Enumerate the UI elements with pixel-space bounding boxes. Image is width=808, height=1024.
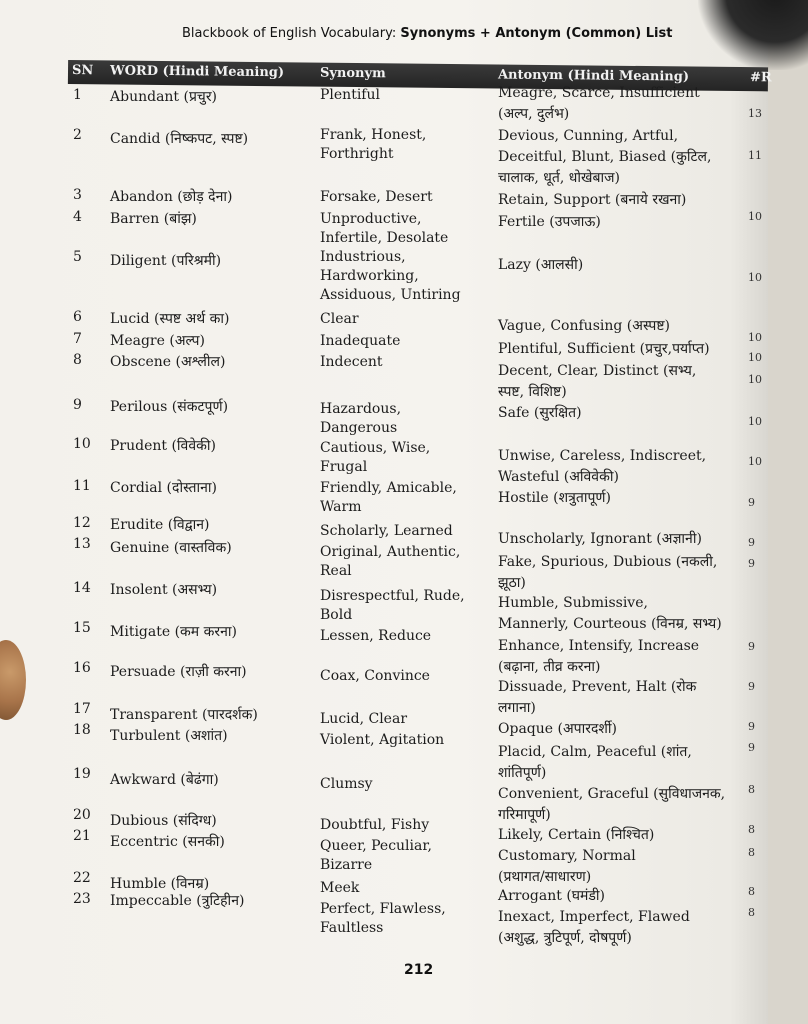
synonym-line: Frugal <box>320 459 368 475</box>
word-cell: Obscene (अश्लील) <box>110 354 226 370</box>
word-cell: Candid (निष्कपट, स्पष्ट) <box>110 131 249 147</box>
row-number: 14 <box>73 580 91 596</box>
ref-number: 10 <box>748 455 762 468</box>
ref-number: 9 <box>748 536 755 549</box>
antonym-line: (अशुद्ध, त्रुटिपूर्ण, दोषपूर्ण) <box>498 930 632 946</box>
row-number: 22 <box>73 870 91 886</box>
word-cell: Meagre (अल्प) <box>110 333 205 349</box>
synonym-line: Plentiful <box>320 87 380 103</box>
synonym-line: Coax, Convince <box>320 668 430 684</box>
ref-number: 8 <box>748 783 755 796</box>
row-number: 23 <box>73 891 91 907</box>
antonym-line: Customary, Normal <box>498 848 636 864</box>
synonym-line: Disrespectful, Rude, <box>320 588 465 604</box>
row-number: 12 <box>73 515 91 531</box>
ref-number: 13 <box>748 107 762 120</box>
word-cell: Transparent (पारदर्शक) <box>110 707 258 723</box>
synonym-line: Lessen, Reduce <box>320 628 432 644</box>
row-number: 11 <box>73 478 91 494</box>
word-cell: Barren (बांझ) <box>110 211 197 227</box>
row-number: 13 <box>73 536 91 552</box>
ref-number: 10 <box>748 331 762 344</box>
antonym-line: लगाना) <box>498 700 536 716</box>
page-number: 212 <box>404 962 434 978</box>
antonym-line: Fertile (उपजाऊ) <box>498 214 601 230</box>
antonym-line: गरिमापूर्ण) <box>498 807 551 823</box>
row-number: 9 <box>73 397 82 413</box>
row-number: 7 <box>73 331 82 347</box>
synonym-line: Cautious, Wise, <box>320 440 431 456</box>
antonym-line: Deceitful, Blunt, Biased (कुटिल, <box>498 149 712 165</box>
row-number: 4 <box>73 209 82 225</box>
synonym-line: Faultless <box>320 920 384 936</box>
ref-number: 10 <box>748 351 762 364</box>
synonym-line: Meek <box>320 880 360 896</box>
synonym-line: Hardworking, <box>320 268 419 284</box>
ref-number: 9 <box>748 741 755 754</box>
ref-number: 8 <box>748 906 755 919</box>
synonym-line: Clear <box>320 311 359 327</box>
antonym-line: चालाक, धूर्त, धोखेबाज) <box>498 170 620 186</box>
synonym-line: Bold <box>320 607 353 623</box>
ref-number: 10 <box>748 415 762 428</box>
word-cell: Cordial (दोस्ताना) <box>110 480 217 496</box>
antonym-line: (अल्प, दुर्लभ) <box>498 106 570 122</box>
row-number: 2 <box>73 127 82 143</box>
antonym-line: Unwise, Careless, Indiscreet, <box>498 448 707 464</box>
row-number: 18 <box>73 722 91 738</box>
antonym-line: Retain, Support (बनाये रखना) <box>498 192 687 208</box>
ref-number: 9 <box>748 640 755 653</box>
header-title-bold: Synonyms + Antonym (Common) List <box>400 26 673 41</box>
antonym-line: Arrogant (घमंडी) <box>498 888 606 904</box>
antonym-line: स्पष्ट, विशिष्ट) <box>498 384 567 400</box>
page-corner-shadow <box>698 0 808 70</box>
row-number: 16 <box>73 660 91 676</box>
thumb <box>0 640 26 720</box>
row-number: 3 <box>73 187 82 203</box>
antonym-line: Mannerly, Courteous (विनम्र, सभ्य) <box>498 616 722 632</box>
ref-number: 10 <box>748 210 762 223</box>
ref-number: 8 <box>748 885 755 898</box>
antonym-line: Plentiful, Sufficient (प्रचुर,पर्याप्त) <box>498 341 710 357</box>
antonym-line: झूठा) <box>498 575 526 591</box>
synonym-line: Infertile, Desolate <box>320 230 449 246</box>
antonym-line: Hostile (शत्रुतापूर्ण) <box>498 490 611 506</box>
word-cell: Abandon (छोड़ देना) <box>110 189 233 205</box>
ref-number: 9 <box>748 496 755 509</box>
word-cell: Eccentric (सनकी) <box>110 834 225 850</box>
word-cell: Dubious (संदिग्ध) <box>110 813 217 829</box>
ref-number: 9 <box>748 680 755 693</box>
word-cell: Turbulent (अशांत) <box>110 728 228 744</box>
synonym-line: Clumsy <box>320 776 373 792</box>
row-number: 5 <box>73 249 82 265</box>
antonym-line: Meagre, Scarce, Insufficient <box>498 85 700 101</box>
ref-number: 8 <box>748 823 755 836</box>
synonym-line: Assiduous, Untiring <box>320 287 461 303</box>
antonym-line: Vague, Confusing (अस्पष्ट) <box>498 318 670 334</box>
word-cell: Impeccable (त्रुटिहीन) <box>110 893 245 909</box>
antonym-line: शांतिपूर्ण) <box>498 765 547 781</box>
synonym-line: Warm <box>320 499 362 515</box>
synonym-line: Inadequate <box>320 333 401 349</box>
row-number: 17 <box>73 701 91 717</box>
word-cell: Prudent (विवेकी) <box>110 438 216 454</box>
synonym-line: Friendly, Amicable, <box>320 480 457 496</box>
ref-number: 10 <box>748 271 762 284</box>
word-cell: Mitigate (कम करना) <box>110 624 237 640</box>
word-cell: Abundant (प्रचुर) <box>110 89 218 105</box>
column-header-word: WORD (Hindi Meaning) <box>109 63 285 81</box>
antonym-line: Convenient, Graceful (सुविधाजनक, <box>498 786 726 802</box>
antonym-line: Opaque (अपारदर्शी) <box>498 721 618 737</box>
antonym-line: Unscholarly, Ignorant (अज्ञानी) <box>498 531 702 547</box>
synonym-line: Doubtful, Fishy <box>320 817 430 833</box>
row-number: 20 <box>73 807 91 823</box>
synonym-line: Indecent <box>320 354 383 370</box>
column-header-ref: #R <box>749 70 772 86</box>
antonym-line: (बढ़ाना, तीव्र करना) <box>498 659 601 675</box>
ref-number: 8 <box>748 846 755 859</box>
column-header-antonym: Antonym (Hindi Meaning) <box>497 67 690 85</box>
antonym-line: Likely, Certain (निश्चित) <box>498 827 655 843</box>
row-number: 6 <box>73 309 82 325</box>
synonym-line: Hazardous, <box>320 401 402 417</box>
header-title-plain: Blackbook of English Vocabulary: <box>182 26 401 41</box>
synonym-line: Real <box>320 563 352 579</box>
synonym-line: Perfect, Flawless, <box>320 901 446 917</box>
antonym-line: Inexact, Imperfect, Flawed <box>498 909 690 925</box>
synonym-line: Violent, Agitation <box>320 732 445 748</box>
page-header <box>182 26 672 41</box>
word-cell: Genuine (वास्तविक) <box>110 540 232 556</box>
antonym-line: Lazy (आलसी) <box>498 257 584 273</box>
antonym-line: Wasteful (अविवेकी) <box>498 469 619 485</box>
synonym-line: Industrious, <box>320 249 406 265</box>
synonym-line: Forthright <box>320 146 394 162</box>
word-cell: Erudite (विद्वान) <box>110 517 210 533</box>
synonym-line: Original, Authentic, <box>320 544 461 560</box>
word-cell: Humble (विनम्र) <box>110 876 210 892</box>
row-number: 19 <box>73 766 91 782</box>
synonym-line: Unproductive, <box>320 211 422 227</box>
word-cell: Awkward (बेढंगा) <box>110 772 219 788</box>
ref-number: 10 <box>748 373 762 386</box>
antonym-line: Fake, Spurious, Dubious (नकली, <box>498 554 718 570</box>
row-number: 15 <box>73 620 91 636</box>
synonym-line: Frank, Honest, <box>320 127 427 143</box>
word-cell: Diligent (परिश्रमी) <box>110 253 222 269</box>
word-cell: Persuade (राज़ी करना) <box>110 664 247 680</box>
antonym-line: (प्रथागत/साधारण) <box>498 869 592 885</box>
synonym-line: Dangerous <box>320 420 398 436</box>
synonym-line: Queer, Peculiar, <box>320 838 432 854</box>
word-cell: Insolent (असभ्य) <box>110 582 218 598</box>
synonym-line: Scholarly, Learned <box>320 523 453 539</box>
ref-number: 9 <box>748 720 755 733</box>
word-cell: Perilous (संकटपूर्ण) <box>110 399 229 415</box>
row-number: 8 <box>73 352 82 368</box>
ref-number: 9 <box>748 557 755 570</box>
antonym-line: Placid, Calm, Peaceful (शांत, <box>498 744 692 760</box>
antonym-line: Humble, Submissive, <box>498 595 648 611</box>
column-header-sn: SN <box>71 63 94 79</box>
antonym-line: Devious, Cunning, Artful, <box>498 128 679 144</box>
synonym-line: Forsake, Desert <box>320 189 433 205</box>
antonym-line: Decent, Clear, Distinct (सभ्य, <box>498 363 697 379</box>
antonym-line: Enhance, Intensify, Increase <box>498 638 700 654</box>
row-number: 1 <box>73 87 82 103</box>
synonym-line: Lucid, Clear <box>320 711 408 727</box>
column-header-synonym: Synonym <box>319 65 386 82</box>
row-number: 21 <box>73 828 91 844</box>
synonym-line: Bizarre <box>320 857 373 873</box>
row-number: 10 <box>73 436 91 452</box>
word-cell: Lucid (स्पष्ट अर्थ का) <box>110 311 230 327</box>
antonym-line: Safe (सुरक्षित) <box>498 405 582 421</box>
ref-number: 11 <box>748 149 762 162</box>
antonym-line: Dissuade, Prevent, Halt (रोक <box>498 679 697 695</box>
